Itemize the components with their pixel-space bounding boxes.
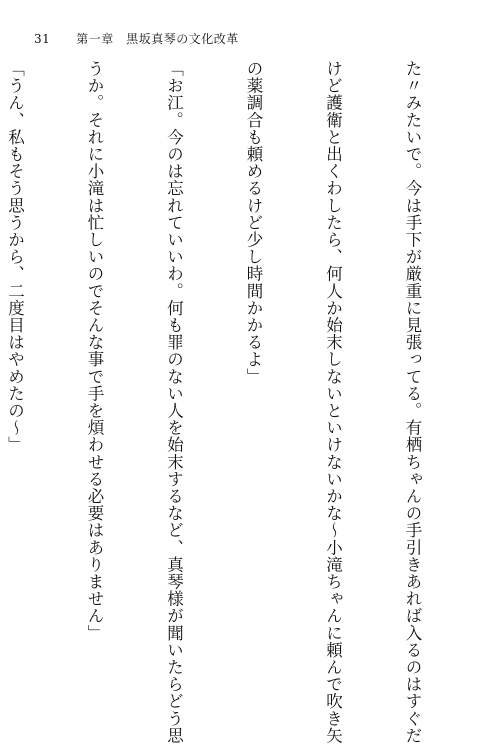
- page-number: 31: [34, 32, 51, 46]
- running-header: [34, 30, 474, 50]
- vertical-text-body: [5, 60, 478, 744]
- text-line: の薬調合も頼めるけど少し時間かかるよ」: [244, 60, 263, 385]
- text-line: けど護衛と出くわしたら、何人か始末しないといけないかな〜小滝ちゃんに頼んで吹き矢: [323, 60, 343, 744]
- text-line: 「お江。今のは忘れていいわ。何も罪のない人を始末するなど、真琴様が聞いたらどう思: [164, 60, 184, 744]
- chapter-title: 第一章 黒坂真琴の文化改革: [76, 32, 239, 46]
- text-line: うか。それに小滝は忙しいのでそんな事で手を煩わせる必要はありません」: [85, 60, 104, 642]
- text-line: 「うん、私もそう思うから、二度目はやめたの〜」: [5, 60, 25, 454]
- text-line: た〃みたいで。今は手下が厳重に見張ってる。有栖ちゃんの手引きあれば入るのはすぐだ: [403, 60, 422, 744]
